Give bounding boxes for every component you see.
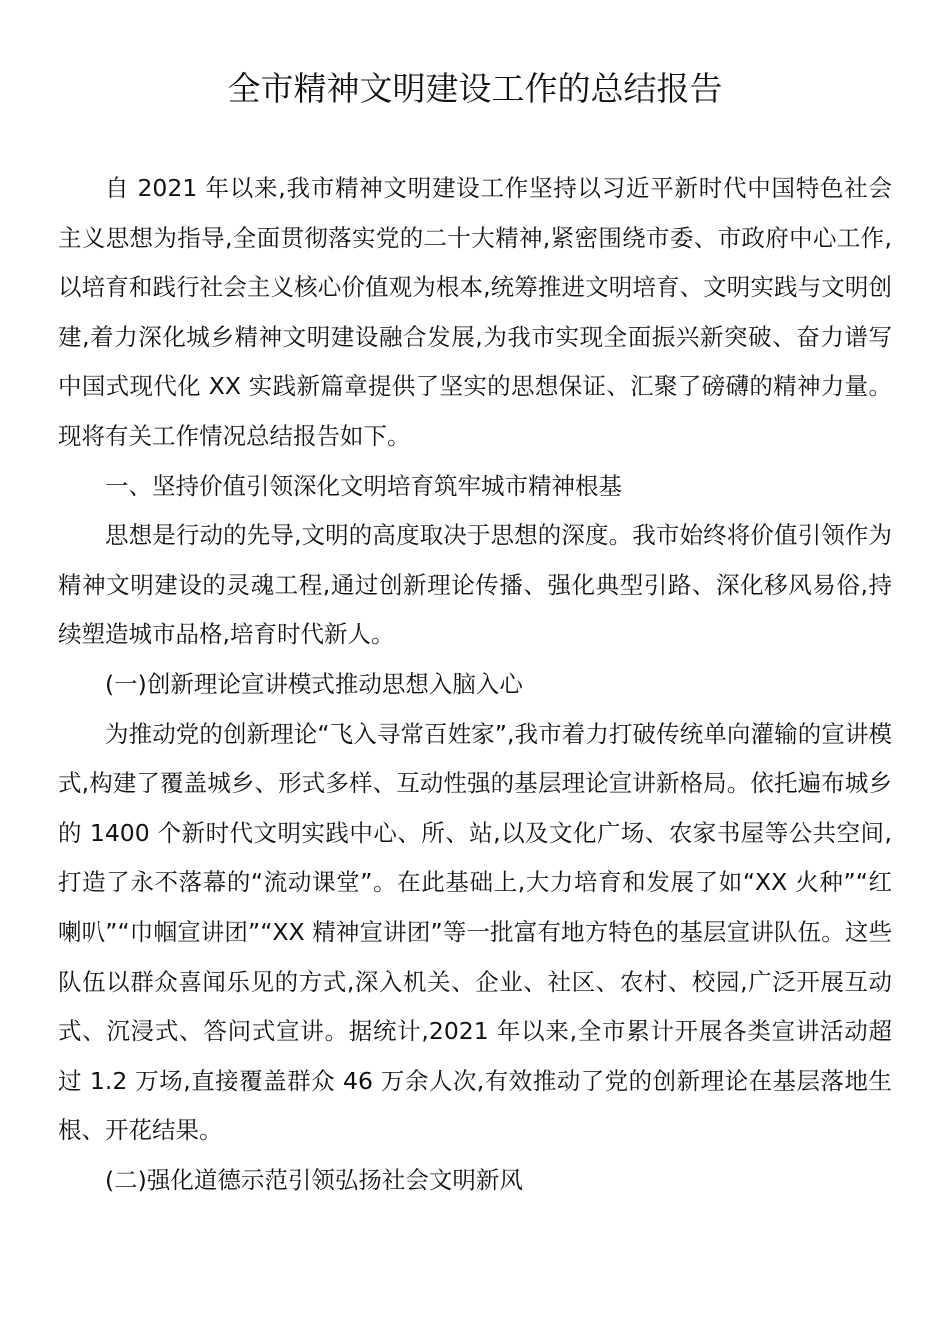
section-heading-1: 一、坚持价值引领深化文明培育筑牢城市精神根基 [105,471,622,500]
document-body [58,164,892,1205]
section-1-paragraph: 思想是行动的先导,文明的高度取决于思想的深度。我市始终将价值引领作为精神文明建设的灵魂工程,通过创新理论传播、强化典型引路、深化移风易俗,持续塑造城市品格,培育时代新人。 [58,521,892,649]
subsection-heading-2: (二)强化道德示范引领弘扬社会文明新风 [105,1165,523,1194]
subsection-heading-1: (一)创新理论宣讲模式推动思想入脑入心 [105,669,523,698]
intro-paragraph: 自 2021 年以来,我市精神文明建设工作坚持以习近平新时代中国特色社会主义思想为指导,全面贯彻落实党的二十大精神,紧密围绕市委、市政府中心工作,以培育和践行社会主义核心价值观为根本,统筹推进文明培育、文明实践与文明创建,着力深化城乡精神文明建设融合发展,为我市实现全面振兴新突破、奋力谱写中国式现代化 XX 实践新篇章提供了坚实的思想保证、汇聚了磅礴的精神力量。现将有关工作情况总结报告如下。 [58,174,892,450]
document-title: 全市精神文明建设工作的总结报告 [227,69,723,108]
subsection-1-paragraph: 为推动党的创新理论“飞入寻常百姓家”,我市着力打破传统单向灌输的宣讲模式,构建了覆盖城乡、形式多样、互动性强的基层理论宣讲新格局。依托遍布城乡的 1400 个新时代文明实践中心、所、站,以及文化广场、农家书屋等公共空间,打造了永不落幕的“流动课堂”。在此基础上,大力培育和发展了如“XX 火种”“红喇叭”“巾帼宣讲团”“XX 精神宣讲团”等一批富有地方特色的基层宣讲队伍。这些队伍以群众喜闻乐见的方式,深入机关、企业、社区、农村、校园,广泛开展互动式、沉浸式、答问式宣讲。据统计,2021 年以来,全市累计开展各类宣讲活动超过 1.2 万场,直接覆盖群众 46 万余人次,有效推动了党的创新理论在基层落地生根、开花结果。 [58,719,892,1145]
